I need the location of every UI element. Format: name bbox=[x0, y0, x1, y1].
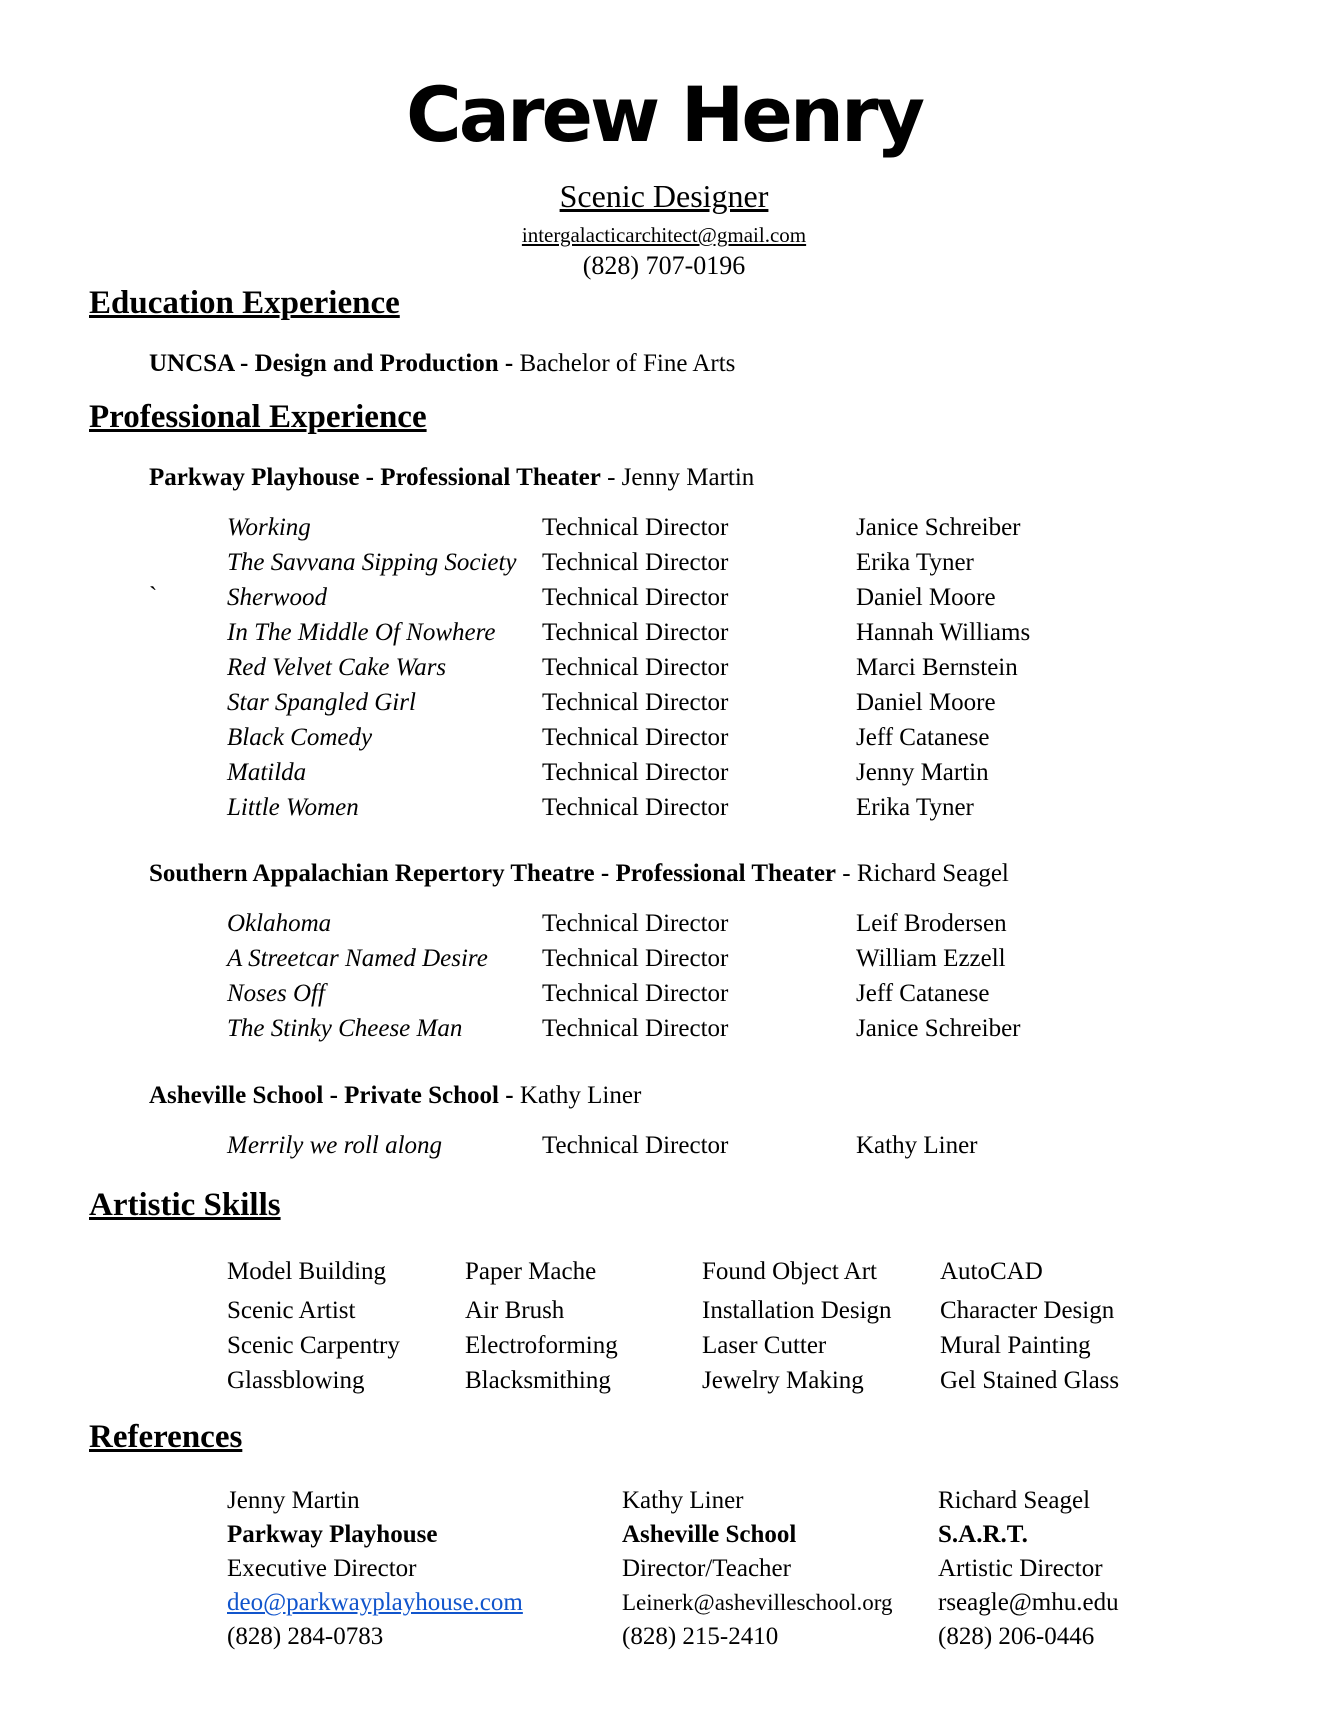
experience-contact: Kathy Liner bbox=[513, 1082, 642, 1109]
skill-item: Scenic Carpentry bbox=[227, 1332, 400, 1359]
skill-item: Character Design bbox=[940, 1297, 1115, 1324]
credit-row bbox=[0, 650, 1328, 685]
experience-contact: - Jenny Martin bbox=[600, 464, 755, 491]
credit-role: Technical Director bbox=[542, 724, 729, 751]
skill-item: Gel Stained Glass bbox=[940, 1367, 1120, 1394]
education-school: UNCSA - Design and Production - bbox=[149, 350, 514, 377]
experience-org: Parkway Playhouse - Professional Theater bbox=[149, 464, 601, 491]
reference-email: Leinerk@ashevilleschool.org bbox=[622, 1590, 893, 1615]
credit-show: The Savvana Sipping Society bbox=[227, 549, 517, 576]
credit-director: Erika Tyner bbox=[856, 794, 974, 821]
section-heading-skills: Artistic Skills bbox=[89, 1187, 281, 1223]
credit-row bbox=[0, 685, 1328, 720]
credit-show: Working bbox=[227, 514, 311, 541]
contact-email[interactable]: intergalacticarchitect@gmail.com bbox=[521, 223, 807, 247]
reference-phone: (828) 206-0446 bbox=[938, 1623, 1095, 1650]
credit-show: Matilda bbox=[227, 759, 307, 786]
education-degree: Bachelor of Fine Arts bbox=[513, 350, 736, 377]
credit-director: Daniel Moore bbox=[856, 689, 996, 716]
credit-row bbox=[0, 790, 1328, 825]
section-heading-references: References bbox=[89, 1419, 243, 1455]
credit-director: Jenny Martin bbox=[856, 759, 989, 786]
credit-row bbox=[0, 755, 1328, 790]
credit-show: Black Comedy bbox=[227, 724, 373, 751]
credit-role: Technical Director bbox=[542, 794, 729, 821]
credit-role: Technical Director bbox=[542, 584, 729, 611]
credit-role: Technical Director bbox=[542, 549, 729, 576]
credit-role: Technical Director bbox=[542, 689, 729, 716]
skill-item: Installation Design bbox=[702, 1297, 892, 1324]
credit-role: Technical Director bbox=[542, 945, 729, 972]
experience-org: Southern Appalachian Repertory Theatre - Professional Theater bbox=[149, 860, 837, 887]
skill-item: Jewelry Making bbox=[702, 1367, 864, 1394]
credit-director: Erika Tyner bbox=[856, 549, 974, 576]
credit-role: Technical Director bbox=[542, 759, 729, 786]
skill-item: Mural Painting bbox=[940, 1332, 1091, 1359]
skill-item: Found Object Art bbox=[702, 1258, 877, 1285]
credit-director: Hannah Williams bbox=[856, 619, 1031, 646]
credit-show: Little Women bbox=[227, 794, 359, 821]
reference-name: Kathy Liner bbox=[622, 1487, 744, 1514]
credit-row bbox=[0, 1011, 1328, 1046]
reference-name: Jenny Martin bbox=[227, 1487, 360, 1514]
reference-phone: (828) 215-2410 bbox=[622, 1623, 779, 1650]
skill-item: Laser Cutter bbox=[702, 1332, 827, 1359]
credit-director: Kathy Liner bbox=[856, 1132, 978, 1159]
credit-role: Technical Director bbox=[542, 1015, 729, 1042]
credit-row bbox=[0, 545, 1328, 580]
experience-contact: - Richard Seagel bbox=[836, 860, 1009, 887]
credit-row bbox=[0, 941, 1328, 976]
reference-title: Artistic Director bbox=[938, 1555, 1103, 1582]
credit-show: A Streetcar Named Desire bbox=[227, 945, 488, 972]
skill-item: Air Brush bbox=[465, 1297, 565, 1324]
credit-show: Star Spangled Girl bbox=[227, 689, 416, 716]
reference-title: Executive Director bbox=[227, 1555, 417, 1582]
section-heading-education: Education Experience bbox=[89, 285, 400, 321]
experience-org-heading bbox=[149, 858, 1009, 890]
credit-row bbox=[0, 510, 1328, 545]
credit-show: Red Velvet Cake Wars bbox=[227, 654, 447, 681]
credit-director: William Ezzell bbox=[856, 945, 1006, 972]
skill-item: Electroforming bbox=[465, 1332, 618, 1359]
reference-org: Parkway Playhouse bbox=[227, 1521, 438, 1548]
skill-item: Glassblowing bbox=[227, 1367, 365, 1394]
reference-email: rseagle@mhu.edu bbox=[938, 1589, 1119, 1616]
resume-role: Scenic Designer bbox=[559, 178, 769, 214]
credit-director: Daniel Moore bbox=[856, 584, 996, 611]
credit-row bbox=[0, 976, 1328, 1011]
credit-director: Janice Schreiber bbox=[856, 514, 1021, 541]
section-heading-professional: Professional Experience bbox=[89, 399, 427, 435]
credit-director: Leif Brodersen bbox=[856, 910, 1007, 937]
experience-org-heading bbox=[149, 462, 754, 494]
skill-item: Scenic Artist bbox=[227, 1297, 356, 1324]
reference-org: Asheville School bbox=[622, 1521, 797, 1548]
credit-director: Jeff Catanese bbox=[856, 980, 990, 1007]
contact-phone: (828) 707-0196 bbox=[582, 251, 746, 280]
reference-name: Richard Seagel bbox=[938, 1487, 1091, 1514]
credit-show: Sherwood bbox=[227, 584, 327, 611]
stray-mark: ` bbox=[149, 583, 158, 610]
credit-show: Merrily we roll along bbox=[227, 1132, 443, 1159]
credit-show: Oklahoma bbox=[227, 910, 332, 937]
credit-row bbox=[0, 615, 1328, 650]
credit-role: Technical Director bbox=[542, 1132, 729, 1159]
reference-org: S.A.R.T. bbox=[938, 1521, 1028, 1548]
credit-row bbox=[0, 580, 1328, 615]
skill-item: Paper Mache bbox=[465, 1258, 597, 1285]
credit-role: Technical Director bbox=[542, 619, 729, 646]
credit-role: Technical Director bbox=[542, 514, 729, 541]
credit-role: Technical Director bbox=[542, 980, 729, 1007]
skill-item: AutoCAD bbox=[940, 1258, 1043, 1285]
credit-role: Technical Director bbox=[542, 654, 729, 681]
credit-director: Marci Bernstein bbox=[856, 654, 1018, 681]
credit-show: The Stinky Cheese Man bbox=[227, 1015, 463, 1042]
credit-row bbox=[0, 906, 1328, 941]
credit-row bbox=[0, 720, 1328, 755]
credit-show: In The Middle Of Nowhere bbox=[227, 619, 496, 646]
skill-item: Blacksmithing bbox=[465, 1367, 611, 1394]
experience-org-heading bbox=[149, 1080, 641, 1112]
credit-director: Janice Schreiber bbox=[856, 1015, 1021, 1042]
credit-show: Noses Off bbox=[227, 980, 325, 1007]
reference-title: Director/Teacher bbox=[622, 1555, 791, 1582]
credit-role: Technical Director bbox=[542, 910, 729, 937]
education-entry bbox=[149, 348, 735, 380]
experience-org: Asheville School - Private School - bbox=[149, 1082, 514, 1109]
skill-item: Model Building bbox=[227, 1258, 387, 1285]
reference-email-link[interactable]: deo@parkwayplayhouse.com bbox=[227, 1589, 523, 1616]
reference-phone: (828) 284-0783 bbox=[227, 1623, 384, 1650]
credit-director: Jeff Catanese bbox=[856, 724, 990, 751]
credit-row bbox=[0, 1128, 1328, 1163]
resume-name: Carew Henry bbox=[405, 70, 923, 159]
